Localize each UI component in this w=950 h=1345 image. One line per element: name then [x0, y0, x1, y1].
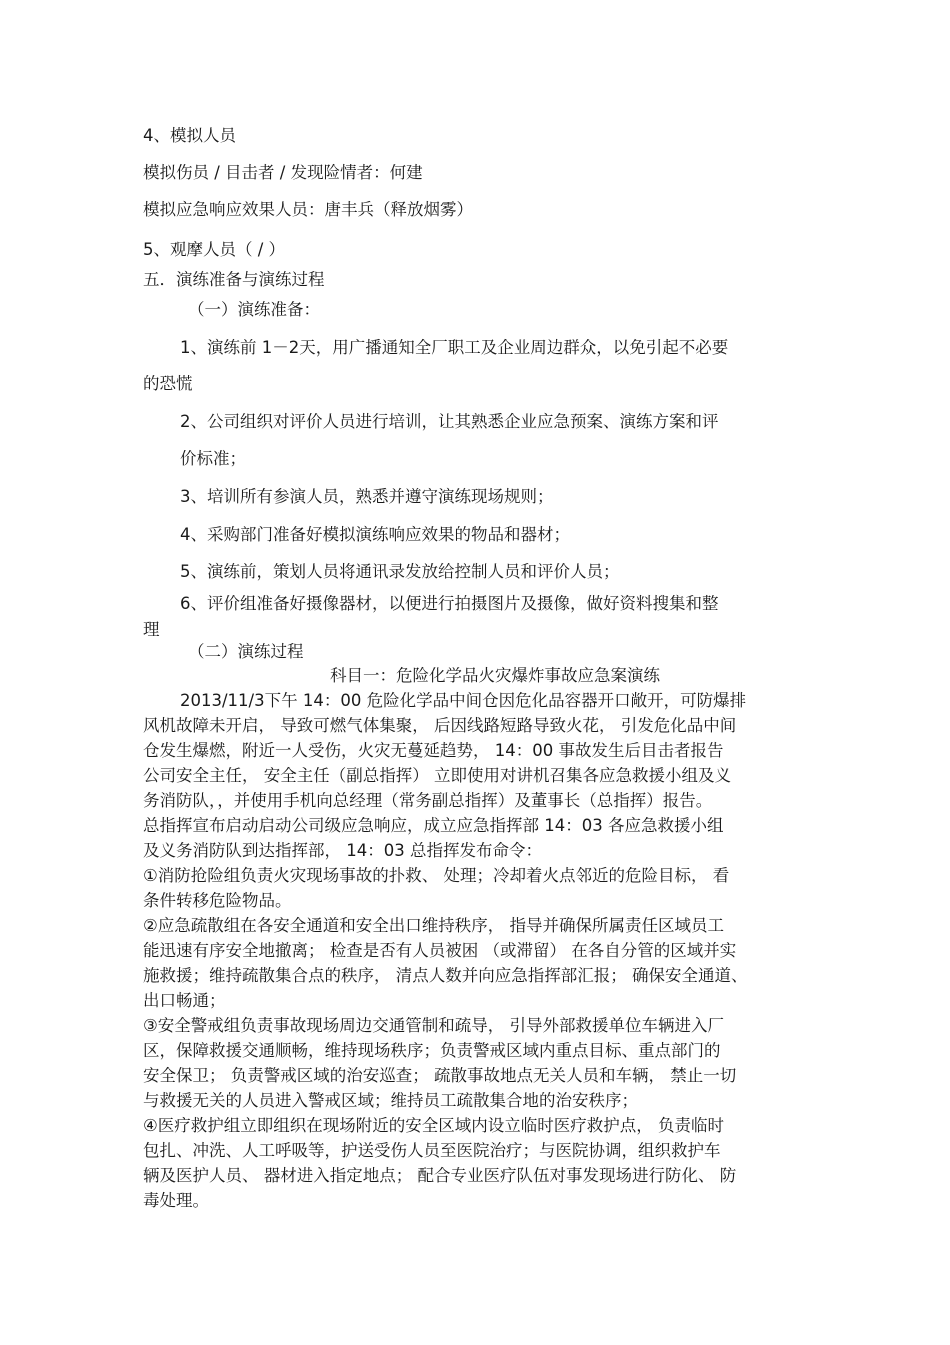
process-line: 出口畅通； — [143, 991, 226, 1010]
injured-role-line: 模拟伤员 / 目击者 / 发现险情者：何建 — [143, 163, 423, 182]
process-line: 安全保卫； 负责警戒区域的治安巡查； 疏散事故地点无关人员和车辆， 禁止一切 — [143, 1066, 737, 1085]
prep-item: 2、公司组织对评价人员进行培训，让其熟悉企业应急预案、演练方案和评 — [180, 412, 719, 431]
subject-title: 科目一：危险化学品火灾爆炸事故应急案演练 — [330, 666, 660, 685]
prep-item: 1、演练前 1－2天，用广播通知全厂职工及企业周边群众，以免引起不必要 — [180, 338, 729, 357]
process-line: 能迅速有序安全地撤离； 检查是否有人员被困 （或滞留） 在各自分管的区域并实 — [143, 941, 737, 960]
process-line: ①消防抢险组负责火灾现场事故的扑救、 处理；冷却着火点邻近的危险目标， 看 — [143, 866, 730, 885]
prep-item: 4、采购部门准备好模拟演练响应效果的物品和器材； — [180, 525, 570, 544]
process-line: 2013/11/3下午 14：00 危险化学品中间仓因危化品容器开口敞开，可防爆排 — [180, 691, 747, 710]
prep-item: 6、评价组准备好摄像器材，以便进行拍摄图片及摄像，做好资料搜集和整 — [180, 594, 719, 613]
process-line: 与救援无关的人员进入警戒区域；维持员工疏散集合地的治安秩序； — [143, 1091, 638, 1110]
process-line: 包扎、冲洗、人工呼吸等，护送受伤人员至医院治疗；与医院协调，组织救护车 — [143, 1141, 721, 1160]
process-line: 仓发生爆燃，附近一人受伤，火灾无蔓延趋势， 14：00 事故发生后目击者报告 — [143, 741, 724, 760]
process-line: 辆及医护人员、 器材进入指定地点； 配合专业医疗队伍对事发现场进行防化、 防 — [143, 1166, 737, 1185]
prep-item-continuation: 理 — [143, 620, 160, 639]
prep-item: 5、演练前，策划人员将通讯录发放给控制人员和评价人员； — [180, 562, 620, 581]
process-line: 总指挥宣布启动启动公司级应急响应，成立应急指挥部 14：03 各应急救援小组 — [143, 816, 724, 835]
effect-role-line: 模拟应急响应效果人员：唐丰兵（释放烟雾） — [143, 200, 473, 219]
process-line: 务消防队，，并使用手机向总经理（常务副总指挥）及董事长（总指挥）报告。 — [143, 791, 713, 810]
process-line: ④医疗救护组立即组织在现场附近的安全区域内设立临时医疗救护点， 负责临时 — [143, 1116, 725, 1135]
process-line: 及义务消防队到达指挥部， 14：03 总指挥发布命令： — [143, 841, 542, 860]
process-line: 区，保障救援交通顺畅，维持现场秩序；负责警戒区域内重点目标、重点部门的 — [143, 1041, 721, 1060]
section5-heading: 5、观摩人员（ / ） — [143, 240, 286, 259]
part5-heading: 五．演练准备与演练过程 — [143, 270, 325, 289]
prep-item-continuation: 的恐慌 — [143, 374, 193, 393]
process-line: 施救援；维持疏散集合点的秩序， 清点人数并向应急指挥部汇报； 确保安全通道、 — [143, 966, 748, 985]
process-line: 毒处理。 — [143, 1191, 209, 1210]
process-line: 风机故障未开启， 导致可燃气体集聚， 后因线路短路导致火花， 引发危化品中间 — [143, 716, 737, 735]
process-heading: （二）演练过程 — [188, 642, 304, 661]
prep-heading: （一）演练准备： — [188, 300, 320, 319]
prep-item: 3、培训所有参演人员，熟悉并遵守演练现场规则； — [180, 487, 554, 506]
process-line: ②应急疏散组在各安全通道和安全出口维持秩序， 指导并确保所属责任区域员工 — [143, 916, 725, 935]
section4-heading: 4、模拟人员 — [143, 126, 236, 145]
process-line: 公司安全主任， 安全主任（副总指挥） 立即使用对讲机召集各应急救援小组及义 — [143, 766, 731, 785]
prep-item-continuation: 价标准； — [180, 449, 246, 468]
process-line: ③安全警戒组负责事故现场周边交通管制和疏导， 引导外部救援单位车辆进入厂 — [143, 1016, 725, 1035]
process-line: 条件转移危险物品。 — [143, 891, 292, 910]
